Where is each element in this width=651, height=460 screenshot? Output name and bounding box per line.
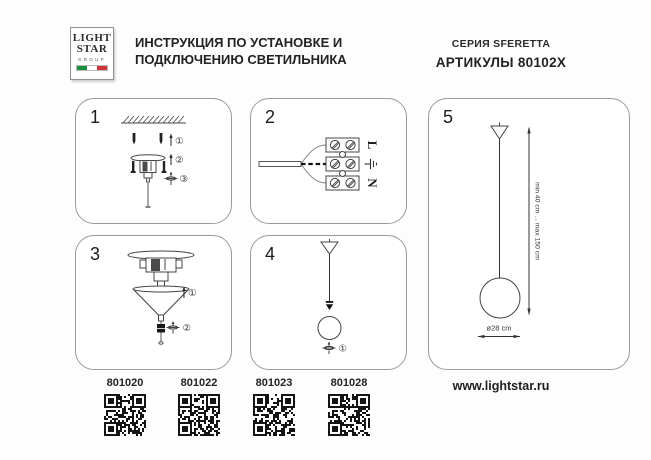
earth-ground-icon [365,159,377,169]
ceiling-hatch [123,116,184,123]
cord-grip [157,324,165,333]
cone-shade [133,286,189,321]
wall-anchor-icon [133,133,163,145]
cone-shade-diagram [76,236,231,369]
lightstar-logo [70,27,114,80]
logo-text-star: STAR [76,43,108,55]
socket-arrow-down [326,301,333,310]
panel-step-5 [428,98,630,370]
callout-1: ① [188,288,197,299]
arrow-up-icon [169,134,172,147]
pendant-dimensions-diagram [429,99,629,369]
canopy-cone [491,126,508,139]
sphere-shade [318,317,341,340]
diameter-dimension [478,335,521,338]
ceiling-mount-diagram [76,99,231,223]
callout-1: ① [338,343,348,355]
panel-step-4 [250,235,407,370]
callout-2: ② [182,323,192,334]
header-right [411,38,591,70]
supply-cable [259,162,301,167]
qr-code [253,394,295,436]
mount-hardware [140,161,156,183]
website-link: www.lightstar.ru [452,379,550,393]
article-code: 801020 [106,377,144,389]
panel-step-1 [75,98,232,224]
logo-text-group: GROUP [77,57,106,62]
article-code: 801028 [330,377,368,389]
pendant-assembly-diagram [251,236,406,369]
article-code: 801023 [255,377,293,389]
mount-hardware [140,258,182,287]
logo-text-light: LIGHT [72,32,112,44]
diameter-dimension-label: ø28 cm [486,323,512,333]
qr-code [328,394,370,436]
screw-icon [165,172,178,186]
terminal-label-neutral: N [365,178,381,188]
terminal-block-diagram [251,99,406,223]
article-item [314,377,384,436]
arrow-up-icon [169,154,172,166]
step-number: 1 [90,107,101,127]
article-item [90,377,160,436]
series-label: СЕРИЯ SFERETTA [451,38,551,50]
articles-label: АРТИКУЛЫ 80102X [435,55,567,70]
panel-step-2 [250,98,407,224]
page-title [135,35,375,68]
step-number: 3 [90,244,101,264]
wire-neutral [301,164,326,183]
article-item [239,377,309,436]
qr-code [178,394,220,436]
article-code: 801022 [180,377,218,389]
step-number: 4 [265,244,276,264]
step-number: 2 [265,107,276,127]
screw-icon [167,321,180,334]
height-dimension [527,127,530,316]
article-item [164,377,234,436]
sphere-shade [480,278,520,318]
panel-step-3 [75,235,232,370]
callout-3: ③ [179,174,189,185]
callout-2: ② [175,155,184,166]
title-line-1: ИНСТРУКЦИЯ ПО УСТАНОВКЕ И [135,35,343,50]
wire-live [301,145,326,164]
title-line-2: ПОДКЛЮЧЕНИЮ СВЕТИЛЬНИКА [135,51,347,67]
screw-icon [323,342,336,355]
terminal-label-live: L [365,140,381,150]
callout-1: ① [175,136,184,147]
italian-flag-icon [76,65,108,71]
qr-code [104,394,146,436]
height-dimension-label: min 40 cm ... max 150 cm [533,182,541,260]
step-number: 5 [443,107,454,127]
canopy-cone [321,242,338,254]
